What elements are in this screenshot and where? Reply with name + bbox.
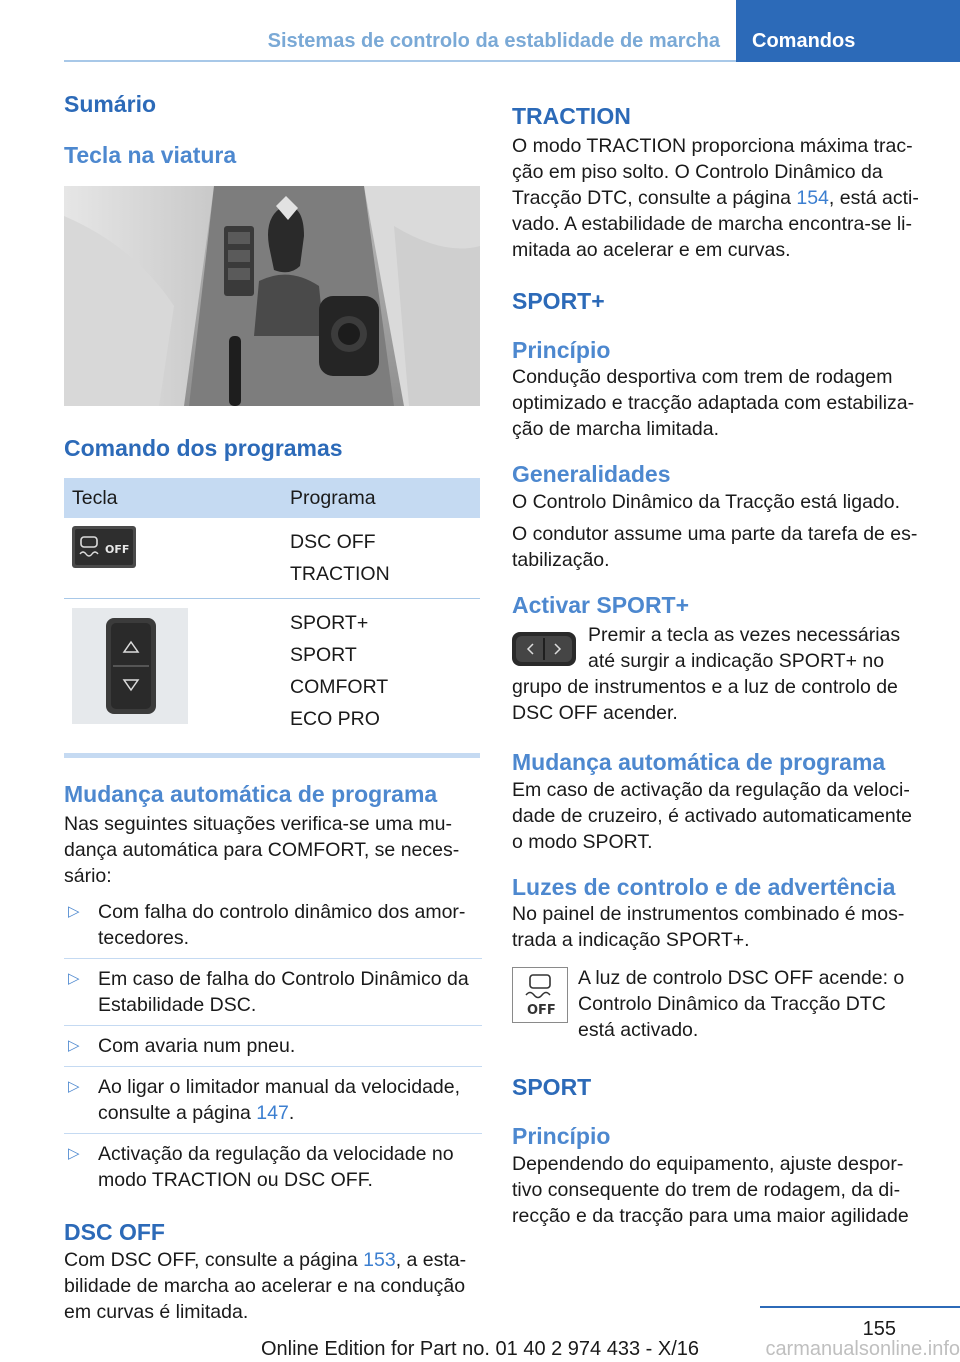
lamp-text: A luz de controlo DSC OFF acende: o Controlo Dinâmico da Tracção DTC está activado. [578, 967, 905, 1042]
program-table [64, 478, 480, 743]
bullet-list [64, 899, 482, 1200]
general-text-1: O Controlo Dinâmico da Tracção está ligado. [512, 491, 901, 513]
table-row [64, 518, 480, 599]
activate-text-cont: grupo de instrumentos e a luz de controlo de DSC OFF acender. [512, 675, 898, 724]
table-header-program: Programa [282, 478, 480, 518]
program-name: TRACTION [290, 563, 390, 586]
table-end-rule [64, 753, 480, 758]
triangle-bullet-icon: ▷ [68, 970, 80, 987]
sport-heading: SPORT [512, 1074, 592, 1101]
list-item: ▷ Com falha do controlo dinâmico dos amor-tecedores. [64, 899, 482, 959]
general-text-2: O condutor assume uma parte da tarefa de es-tabilização. [512, 523, 918, 571]
list-item: ▷ Activação da regulação da velocidade no modo TRACTION ou DSC OFF. [68, 1143, 454, 1191]
table-cell-programs [282, 599, 480, 744]
principle-text: Condução desportiva com trem de rodagem optimizado e tracção adaptada com estabiliza-ção de marcha limitada. [512, 366, 915, 441]
traction-heading: TRACTION [512, 103, 631, 129]
auto-change-heading: Mudança automática de programa [64, 781, 438, 808]
list-item: ▷ Ao ligar o limitador manual da velocidade, consulte a página 147. [64, 1074, 482, 1134]
running-header [0, 0, 736, 62]
list-item: ▷ Em caso de falha do Controlo Dinâmico da Estabilidade DSC. [64, 966, 482, 1026]
edition-footer: Online Edition for Part no. 01 40 2 974 433 - X/16 [260, 1338, 700, 1360]
sport-plus-heading: SPORT+ [512, 287, 605, 314]
section-title: Sistemas de controlo da establidade de marcha [267, 30, 720, 52]
auto-change-heading-right: Mudança automática de programa [512, 748, 886, 775]
right-column [512, 102, 926, 1229]
triangle-bullet-icon: ▷ [68, 1145, 80, 1162]
center-console-photo [64, 186, 480, 406]
summary-heading: Sumário [64, 91, 157, 117]
activate-block [512, 622, 926, 674]
page-number: 155 [862, 1318, 896, 1340]
dsc-off-button-icon [72, 526, 136, 568]
table-row [64, 599, 480, 744]
sport-text: Dependendo do equipamento, ajuste despor-tivo consequente do trem de rodagem, da di-recção e da tracção para uma maior agilidade [512, 1152, 909, 1227]
header-rule [64, 60, 736, 62]
chapter-tab [736, 0, 960, 62]
auto-change-text-right: Em caso de activação da regulação da veloci-dade de cruzeiro, é activado automaticamente o modo SPORT. [512, 778, 912, 853]
key-in-vehicle-heading: Tecla na viatura [64, 141, 237, 168]
svg-text:OFF: OFF [105, 543, 130, 557]
program-name: ECO PRO [290, 708, 380, 731]
chapter-title: Comandos [752, 30, 856, 52]
triangle-bullet-icon: ▷ [68, 903, 80, 920]
lights-heading: Luzes de controlo e de advertência [512, 873, 896, 900]
triangle-bullet-icon: ▷ [68, 1078, 80, 1095]
table-cell-programs [282, 518, 480, 599]
svg-text:OFF: OFF [527, 1003, 556, 1019]
dsc-off-text: Com DSC OFF, consulte a página 153, a esta-bilidade de marcha ao acelerar e na condução em curvas é limitada. [64, 1248, 467, 1323]
watermark: carmanualsonline.info [765, 1338, 960, 1360]
program-name: DSC OFF [290, 531, 376, 554]
table-cell-key [64, 518, 282, 599]
table-header-key: Tecla [64, 478, 282, 518]
lights-text: No painel de instrumentos combinado é mos-trada a indicação SPORT+. [512, 903, 905, 952]
sport-switch-icon [512, 632, 576, 666]
footer-rule [760, 1306, 960, 1308]
programs-heading: Comando dos programas [64, 434, 343, 461]
page-link-147[interactable]: 147 [256, 1102, 289, 1124]
program-name: COMFORT [290, 676, 389, 699]
table-cell-key [64, 599, 282, 744]
sport-principle-heading: Princípio [512, 1123, 611, 1149]
rocker-switch-icon [72, 608, 188, 724]
triangle-bullet-icon: ▷ [68, 1037, 80, 1054]
program-name: SPORT+ [290, 612, 369, 635]
page-link-153[interactable]: 153 [363, 1248, 396, 1271]
principle-heading: Princípio [512, 336, 611, 363]
dsc-off-heading: DSC OFF [64, 1219, 165, 1245]
center-console-image [64, 186, 480, 406]
general-heading: Generalidades [512, 461, 671, 488]
lamp-block [512, 965, 926, 1055]
program-name: SPORT [290, 644, 357, 667]
left-column [64, 90, 482, 1325]
activate-heading: Activar SPORT+ [512, 592, 690, 618]
auto-change-text: Nas seguintes situações verifica-se uma mu-dança automática para COMFORT, se neces-sário: [64, 813, 460, 887]
dsc-off-lamp-icon [512, 967, 568, 1023]
page-link-154[interactable]: 154 [796, 186, 829, 209]
activate-text: Premir a tecla as vezes necessárias até surgir a indicação SPORT+ no [588, 623, 901, 672]
list-item: ▷ Com avaria num pneu. [64, 1033, 482, 1067]
traction-text: O modo TRACTION proporciona máxima trac-ção em piso solto. O Controlo Dinâmico da Tracção DTC, consulte a página 154, está acti-vado. A estabilidade de marcha encontra-se li-mitada ao acelerar e em curvas. [512, 134, 919, 261]
